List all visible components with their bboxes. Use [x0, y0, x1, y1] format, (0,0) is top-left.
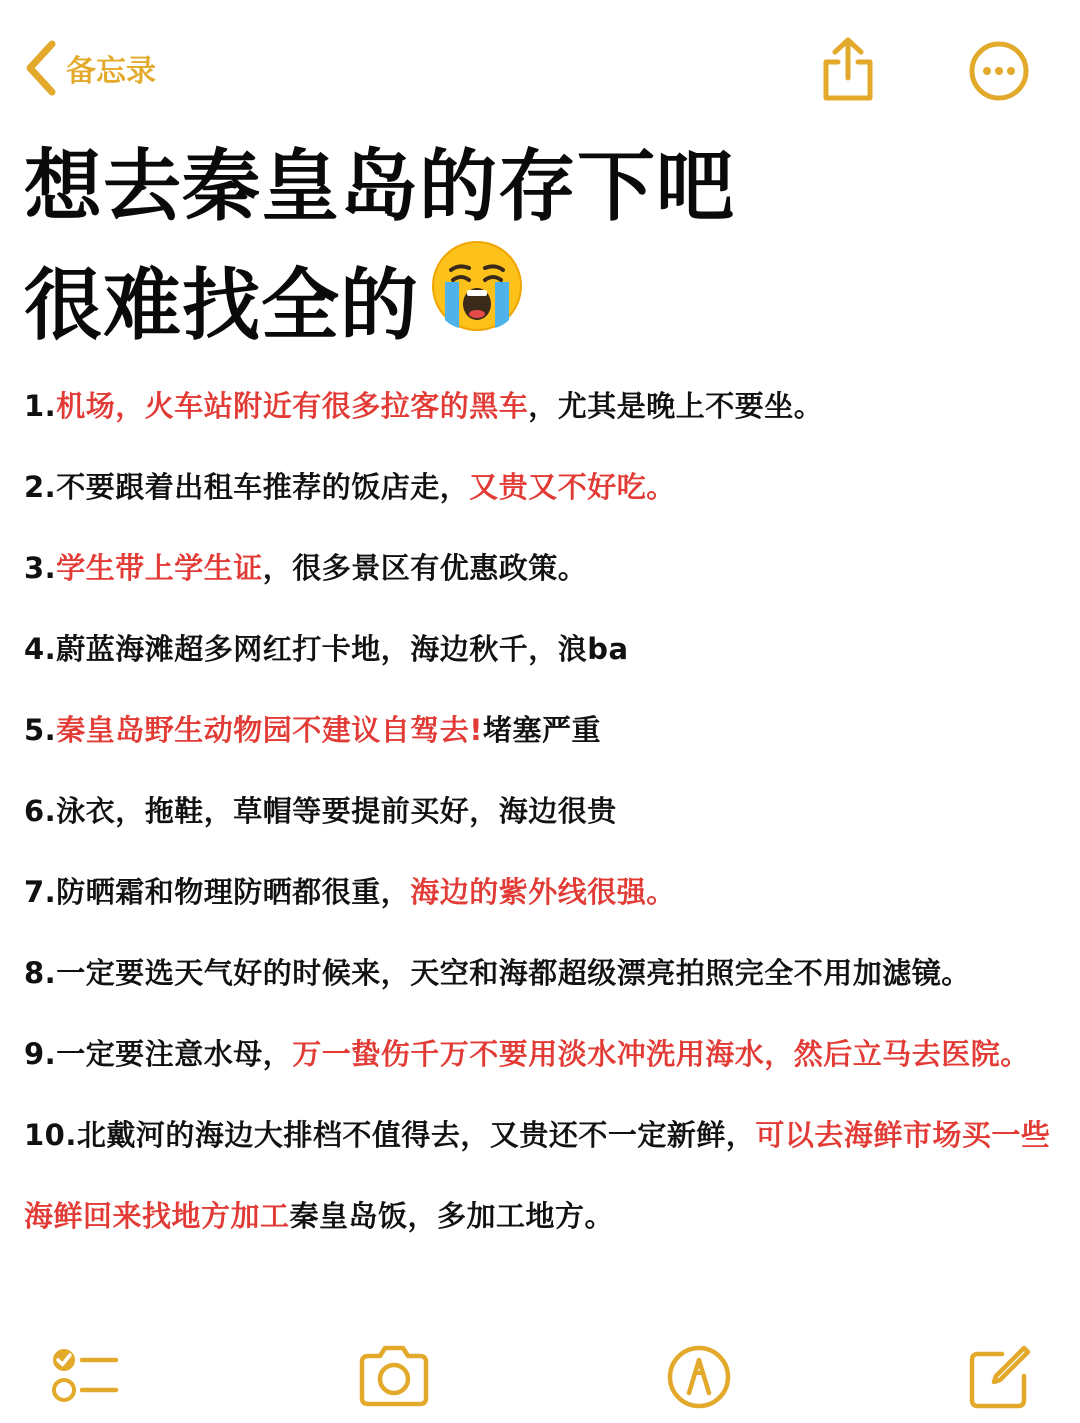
tip-item-9 [24, 1014, 1064, 1095]
tip-text: 7.防晒霜和物理防晒都很重， [24, 875, 411, 909]
tip-item-1 [24, 366, 1064, 447]
tip-item-2 [24, 447, 1064, 528]
share-button[interactable] [818, 36, 878, 108]
pen-markup-icon [666, 1395, 732, 1414]
tip-text: 4.蔚蓝海滩超多网红打卡地，海边秋千，浪ba [24, 632, 629, 666]
tip-text: 6.泳衣，拖鞋，草帽等要提前买好，海边很贵 [24, 794, 617, 828]
tip-text: ，很多景区有优惠政策。 [262, 551, 588, 585]
compose-icon [966, 1395, 1032, 1414]
tip-item-5 [24, 690, 1064, 771]
back-label: 备忘录 [66, 54, 156, 89]
tip-highlight: 万一蛰伤千万不要用淡水冲洗用海水，然后立马去医院。 [292, 1037, 1030, 1071]
compose-note-button[interactable] [966, 1344, 1032, 1414]
top-navigation-bar [0, 0, 1080, 130]
tip-highlight: 秦皇岛野生动物园不建议自驾去! [56, 713, 483, 747]
tip-number: 5. [24, 713, 57, 747]
more-options-button[interactable] [968, 40, 1030, 106]
share-icon [818, 89, 878, 108]
camera-button[interactable] [356, 1344, 432, 1412]
tip-number: 1. [24, 389, 57, 423]
tip-highlight: 又贵又不好吃。 [469, 470, 676, 504]
tip-item-10 [24, 1095, 1064, 1257]
tip-text: 堵塞严重 [482, 713, 601, 747]
chevron-left-icon [24, 40, 58, 96]
tip-text: 9.一定要注意水母， [24, 1037, 293, 1071]
checklist-icon [50, 1393, 120, 1412]
tip-text: 秦皇岛饭，多加工地方。 [289, 1199, 615, 1233]
note-title-line-1: 想去秦皇岛的存下吧 [24, 142, 736, 232]
tip-highlight: 机场，火车站附近有很多拉客的黑车 [56, 389, 529, 423]
tip-text: 10.北戴河的海边大排档不值得去，又贵还不一定新鲜， [24, 1118, 756, 1152]
tip-item-7 [24, 852, 1064, 933]
tip-item-6 [24, 771, 1064, 852]
tip-item-4 [24, 609, 1064, 690]
bottom-toolbar [0, 1330, 1080, 1423]
tip-text: 8.一定要选天气好的时候来，天空和海都超级漂亮拍照完全不用加滤镜。 [24, 956, 971, 990]
back-button[interactable] [24, 40, 156, 96]
tip-item-8 [24, 933, 1064, 1014]
tips-list [24, 366, 1064, 1257]
markup-button[interactable] [666, 1344, 732, 1414]
note-title-line-2-text: 很难找全的 [24, 260, 420, 351]
tip-item-3 [24, 528, 1064, 609]
note-title [24, 128, 735, 375]
loudly-crying-face-emoji-icon [429, 238, 525, 367]
tip-highlight: 学生带上学生证 [56, 551, 263, 585]
tip-highlight: 可以去海鲜市场买一些海鲜回来找地方加工 [24, 1118, 1051, 1233]
checklist-button[interactable] [50, 1344, 120, 1412]
tip-text: 2.不要跟着出租车推荐的饭店走， [24, 470, 470, 504]
ellipsis-circle-icon [968, 87, 1030, 106]
tip-highlight: 海边的紫外线很强。 [410, 875, 676, 909]
tip-text: ，尤其是晚上不要坐。 [528, 389, 824, 423]
camera-icon [356, 1393, 432, 1412]
tip-number: 3. [24, 551, 57, 585]
note-title-line-2 [24, 246, 735, 375]
